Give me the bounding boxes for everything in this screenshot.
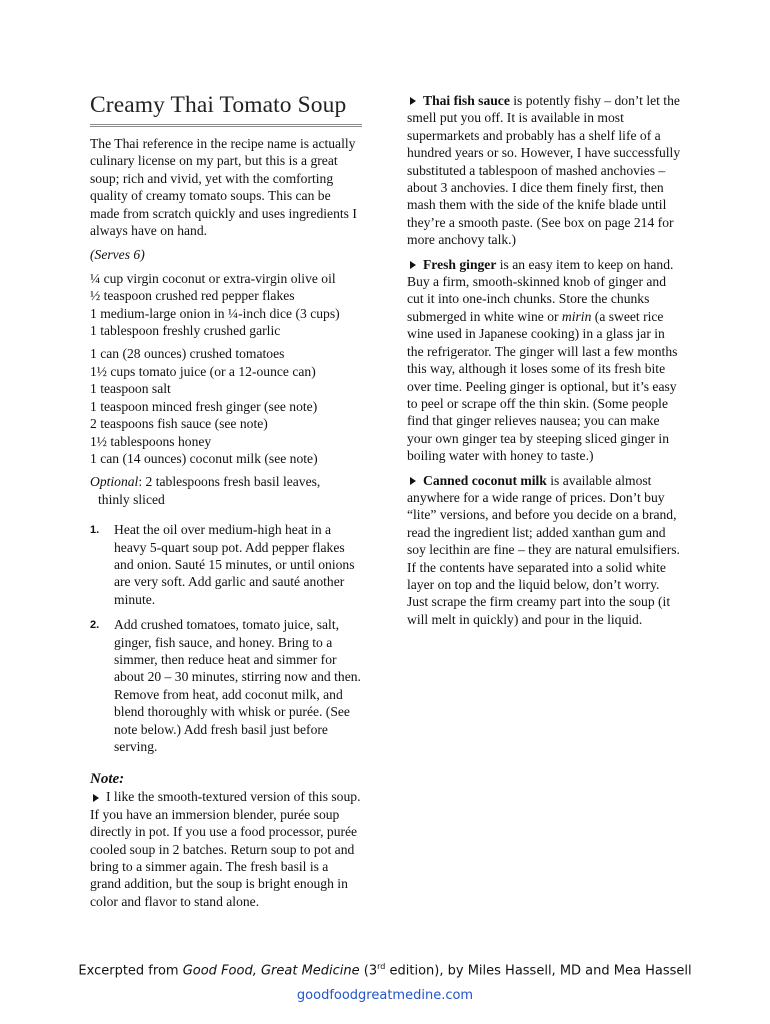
ingredient-group-1 <box>90 270 362 340</box>
step-item <box>90 521 362 608</box>
coconut-milk-term: Canned coconut milk <box>423 472 547 488</box>
footer-credit <box>0 962 770 978</box>
ginger-text: is an easy item to keep on hand. Buy a firm, smooth-skinned knob of ginger and cut it into one-inch chunks. Store the chunks submerged in white wine or <box>407 256 674 324</box>
notes-column <box>407 92 683 635</box>
recipe-title: Creamy Thai Tomato Soup <box>90 92 362 127</box>
ingredient-item: ¼ cup virgin coconut or extra-virgin olive oil <box>90 270 336 286</box>
ingredient-item: 1 teaspoon salt <box>90 381 171 397</box>
bullet-arrow-icon <box>93 794 99 802</box>
recipe-column <box>90 92 362 910</box>
website-link[interactable]: goodfoodgreatmedine.com <box>296 988 474 1003</box>
step-item <box>90 616 362 755</box>
optional-label: Optional <box>90 474 139 490</box>
bullet-arrow-icon <box>410 261 416 269</box>
ingredient-item: 2 teaspoons fish sauce (see note) <box>90 416 268 432</box>
ingredient-item: 1 can (28 ounces) crushed tomatoes <box>90 346 285 362</box>
ingredient-item: 1 tablespoon freshly crushed garlic <box>90 323 281 339</box>
optional-ingredient <box>90 473 362 508</box>
note-text: I like the smooth-textured version of this soup. If you have an immersion blender, purée soup directly in pot. If you use a food processor, purée cooled soup in 2 batches. Return soup to pot and bring to a simmer again. The fresh basil is a grand addition, but the soup is bright enough in color and flavor to stand alone. <box>90 789 361 909</box>
note-heading: Note: <box>90 771 125 788</box>
ingredient-item: 1 teaspoon minced fresh ginger (see note) <box>90 398 318 414</box>
serves-label: (Serves 6) <box>90 247 145 263</box>
fish-sauce-text: is potently fishy – don’t let the smell put you off. It is available in most supermarkets and probably has a shelf life of a hundred years or so. However, I have successfully substituted a tablespoon of mashed anchovies – about 3 anchovies. I dice them finely first, then mash them with the side of the knife blade until they’re a smooth paste. (See box on page 214 for more anchovy talk.) <box>407 93 681 248</box>
fish-sauce-term: Thai fish sauce <box>423 93 510 108</box>
ingredient-item: 1 can (14 ounces) coconut milk (see note) <box>90 450 318 466</box>
book-title: Good Food, Great Medicine <box>182 963 360 979</box>
coconut-milk-text: is available almost anywhere for a wide range of prices. Don’t buy “lite” versions, and before you decide on a brand, read the ingredient list; added xanthan gum and soy lecithin are fine – they are natural emulsifiers. If the contents have separated into a solid white layer on top and the liquid below, don’t worry. Just scrape the firm creamy part into the soup (it will melt in quickly) and pour in the liquid. <box>407 472 680 627</box>
footer-prefix: Excerpted from <box>78 963 183 979</box>
edition-open: (3 <box>359 963 378 979</box>
ginger-note <box>407 256 683 465</box>
optional-text-cont: thinly sliced <box>98 491 165 507</box>
optional-text: : 2 tablespoons fresh basil leaves, <box>138 474 321 490</box>
ingredient-item: 1½ cups tomato juice (or a 12-ounce can) <box>90 363 316 379</box>
recipe-intro: The Thai reference in the recipe name is actually culinary license on my part, but this is a great soup; rich and vivid, yet with the comforting quality of creamy tomato soups. This can be made from scratch quickly and uses ingredients I always have on hand. <box>90 136 357 239</box>
fish-sauce-note <box>407 92 683 249</box>
step-text: Add crushed tomatoes, tomato juice, salt, ginger, fish sauce, and honey. Bring to a simmer, then reduce heat and simmer for about 20 – 30 minutes, stirring now and then. Remove from heat, add coconut milk, and blend thoroughly with whisk or purée. (See note below.) Add fresh basil just before serving. <box>114 617 361 754</box>
footer-authors: edition), by Miles Hassell, MD and Mea Hassell <box>385 963 692 979</box>
ingredient-item: 1 medium-large onion in ¼-inch dice (3 cups) <box>90 305 340 321</box>
ingredient-group-2 <box>90 345 362 467</box>
step-text: Heat the oil over medium-high heat in a heavy 5-quart soup pot. Add pepper flakes and onion. Sauté 15 minutes, or until onions are very soft. Add garlic and sauté another minute. <box>114 522 355 607</box>
step-number: 2. <box>90 619 100 632</box>
coconut-milk-note <box>407 472 683 629</box>
mirin-term: mirin <box>561 308 592 324</box>
steps-list <box>90 521 362 755</box>
step-number: 1. <box>90 524 100 537</box>
ginger-term: Fresh ginger <box>423 256 497 272</box>
edition-sup: rd <box>377 962 386 971</box>
ingredient-item: ½ teaspoon crushed red pepper flakes <box>90 288 295 304</box>
bullet-arrow-icon <box>410 477 416 485</box>
ingredient-item: 1½ tablespoons honey <box>90 433 212 449</box>
bullet-arrow-icon <box>410 97 416 105</box>
note-paragraph <box>90 788 362 910</box>
ginger-text-cont: (a sweet rice wine used in Japanese cooking) in a glass jar in the refrigerator. The ginger will last a few months this way, although it loses some of its fresh bite over time. Peeling ginger is optional, but it’s easy to peel or scrape off the thin skin. (Some people find that ginger relieves nausea; you can make your own ginger tea by steeping sliced ginger in boiling water with honey to taste.) <box>407 308 678 464</box>
